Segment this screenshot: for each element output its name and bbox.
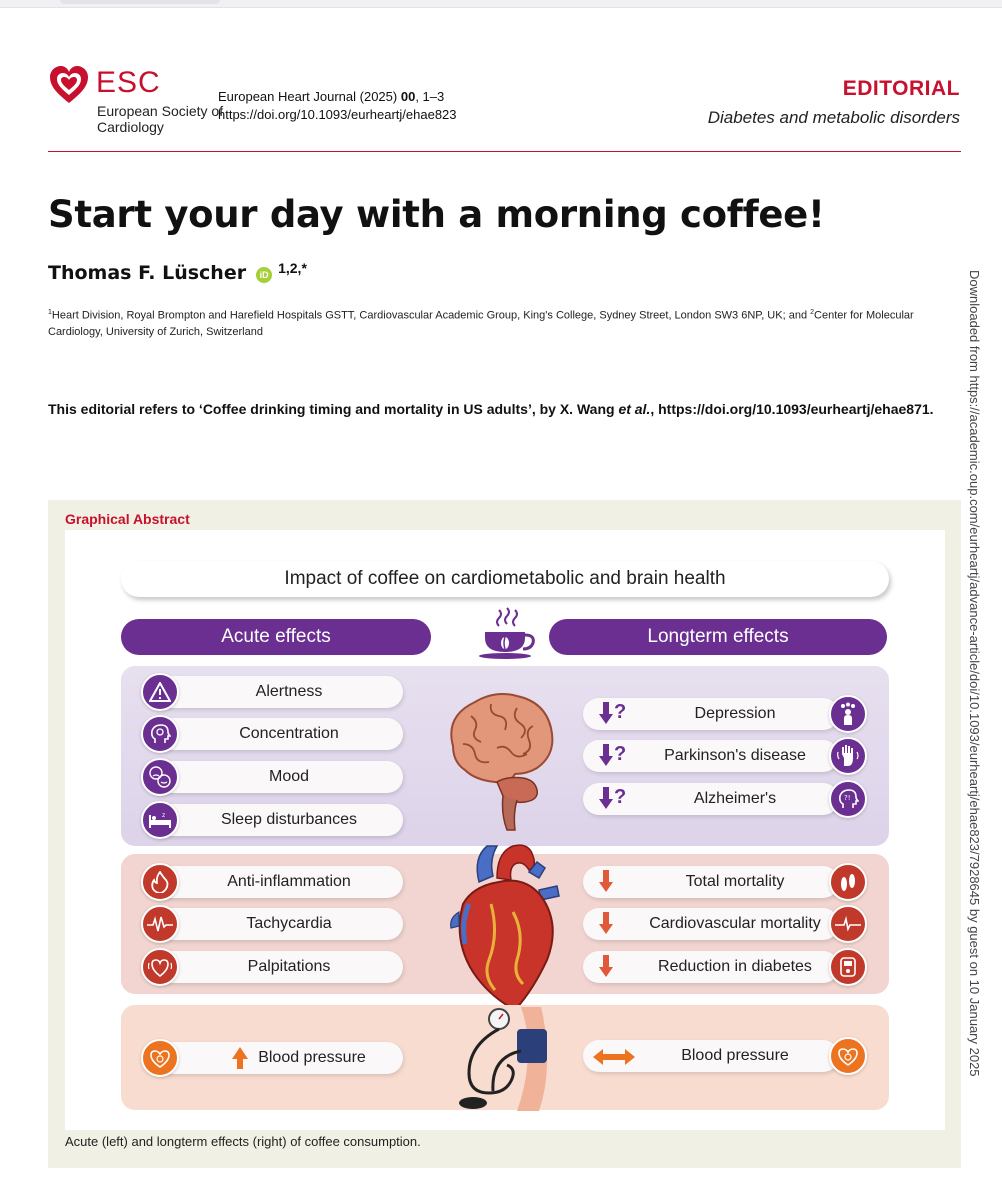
up-arrow-icon	[232, 1047, 248, 1069]
question-mark: ?	[614, 786, 627, 808]
section-label: Diabetes and metabolic disorders	[707, 108, 960, 127]
header-divider	[48, 151, 961, 152]
journal-volume: 00	[400, 89, 416, 104]
confused-head-icon	[829, 780, 867, 818]
brain-acute-chip: Alertness	[147, 676, 403, 708]
doi-link[interactable]: https://doi.org/10.1093/eurheartj/ehae823	[218, 107, 457, 122]
flatline-ecg-icon	[829, 905, 867, 943]
brain-panel	[121, 666, 889, 846]
down-arrow-icon	[599, 870, 613, 892]
coffee-cup-icon	[477, 606, 537, 662]
refers-text: This editorial refers to ‘Coffee drinking timing and mortality in US adults’, by X. Wang	[48, 401, 619, 417]
sleep-bed-icon	[141, 801, 179, 839]
acute-effects-header: Acute effects	[121, 619, 431, 655]
affiliations	[48, 305, 948, 340]
graphical-abstract-heading: Graphical Abstract	[65, 511, 190, 527]
tremor-hand-icon	[829, 737, 867, 775]
heart-longterm-label: Cardiovascular mortality	[649, 915, 821, 932]
down-arrow-icon	[599, 955, 613, 977]
heart-longterm-chip	[583, 951, 839, 983]
heart-acute-chip: Anti-inflammation	[147, 866, 403, 898]
article-title: Start your day with a morning coffee!	[48, 193, 825, 236]
mood-faces-icon	[141, 758, 179, 796]
down-arrow-icon	[599, 702, 613, 724]
journal-name: European Heart Journal (2025)	[218, 89, 398, 104]
heart-longterm-chip	[583, 866, 839, 898]
head-focus-icon	[141, 715, 179, 753]
heart-gauge-icon	[141, 1039, 179, 1077]
heart-longterm-chip	[583, 908, 839, 940]
affiliation-1: Heart Division, Royal Brompton and Harefield Hospitals GSTT, Cardiovascular Academic Group, King's College, Sydney Street, London SW3 6NP, UK; and	[51, 309, 811, 322]
heart-acute-chip: Tachycardia	[147, 908, 403, 940]
figure-title: Impact of coffee on cardiometabolic and brain health	[121, 561, 889, 597]
bp-acute-chip	[147, 1042, 403, 1074]
svg-text:?!: ?!	[844, 794, 851, 802]
brain-acute-chip: Mood	[147, 761, 403, 793]
footprints-icon	[829, 863, 867, 901]
brain-illustration	[441, 686, 561, 836]
window-top-strip	[0, 0, 1002, 8]
author-name[interactable]: Thomas F. Lüscher	[48, 262, 247, 284]
double-arrow-icon	[593, 1049, 635, 1065]
affiliation-number: 1	[48, 309, 52, 316]
author-line	[48, 262, 307, 284]
glucose-meter-icon	[829, 948, 867, 986]
heart-longterm-label: Reduction in diabetes	[658, 958, 812, 975]
heart-acute-chip: Palpitations	[147, 951, 403, 983]
brain-longterm-label: Depression	[694, 705, 776, 722]
down-arrow-icon	[599, 744, 613, 766]
heart-panel	[121, 854, 889, 994]
author-affiliation-marks: 1,2,*	[278, 260, 307, 276]
affiliation-2: Center for Molecular Cardiology, University of Zurich, Switzerland	[48, 309, 914, 338]
esc-heart-logo-icon	[48, 64, 90, 106]
journal-citation	[218, 88, 457, 124]
graphical-abstract-figure	[65, 530, 945, 1130]
brain-acute-chip: Concentration	[147, 718, 403, 750]
society-name: European Society of Cardiology	[97, 103, 224, 135]
down-question-mark	[599, 786, 626, 809]
blood-pressure-panel	[121, 1005, 889, 1110]
orcid-icon[interactable]: iD	[256, 267, 272, 283]
refers-link[interactable]: , https://doi.org/10.1093/eurheartj/ehae871.	[650, 401, 934, 417]
refers-note	[48, 398, 963, 420]
refers-etal: et al.	[618, 401, 651, 417]
esc-wordmark: ESC	[96, 66, 161, 99]
bp-cuff-illustration	[451, 1007, 569, 1111]
down-question-mark	[599, 701, 626, 724]
heart-gauge-icon	[829, 1037, 867, 1075]
graphical-abstract	[48, 500, 961, 1168]
article-type-label: EDITORIAL	[842, 77, 960, 100]
down-arrow-icon	[599, 912, 613, 934]
flame-icon	[141, 863, 179, 901]
figure-caption: Acute (left) and longterm effects (right) of coffee consumption.	[65, 1134, 421, 1149]
brain-acute-chip: Sleep disturbances	[147, 804, 403, 836]
affiliation-number: 2	[810, 309, 815, 316]
journal-pages: , 1–3	[415, 89, 445, 104]
bp-acute-label: Blood pressure	[258, 1049, 366, 1066]
down-arrow-icon	[599, 787, 613, 809]
heart-illustration	[439, 842, 573, 1017]
palpitating-heart-icon	[141, 948, 179, 986]
svg-text:z: z	[162, 812, 166, 819]
ecg-wave-icon	[141, 905, 179, 943]
question-mark: ?	[614, 701, 627, 723]
bp-longterm-label: Blood pressure	[681, 1047, 789, 1064]
scroll-nub	[60, 0, 220, 4]
heart-longterm-label: Total mortality	[685, 873, 785, 890]
question-mark: ?	[614, 743, 627, 765]
download-watermark: Downloaded from https://academic.oup.com/eurheartj/advance-article/doi/10.1093/eurheartj/ehae823/7928645 by guest on 10 January 2025	[967, 270, 982, 1077]
brain-longterm-label: Alzheimer's	[693, 790, 777, 807]
down-question-mark	[599, 743, 626, 766]
longterm-effects-header: Longterm effects	[549, 619, 887, 655]
brain-longterm-label: Parkinson's disease	[664, 747, 806, 764]
depression-person-icon	[829, 695, 867, 733]
warning-icon	[141, 673, 179, 711]
